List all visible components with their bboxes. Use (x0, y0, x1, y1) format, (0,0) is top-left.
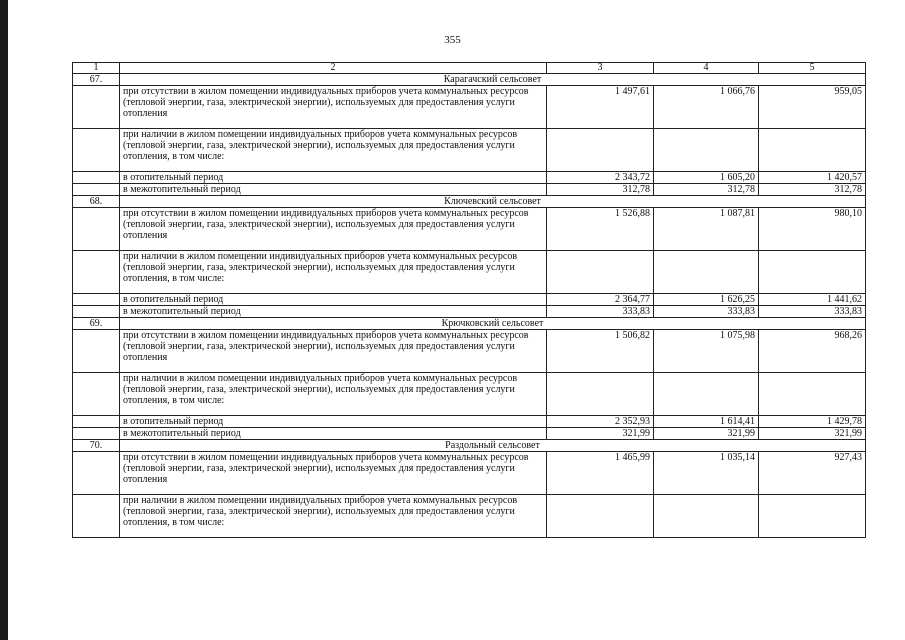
value-cell-3: 2 352,93 (547, 416, 654, 428)
value-cell-5: 1 429,78 (759, 416, 866, 428)
value-cell-4: 312,78 (654, 184, 759, 196)
number-cell (73, 172, 120, 184)
value-cell-3: 321,99 (547, 428, 654, 440)
value-cell-3: 2 343,72 (547, 172, 654, 184)
section-title: Крючковский сельсовет (120, 318, 866, 330)
section-title: Раздольный сельсовет (120, 440, 866, 452)
number-cell (73, 373, 120, 416)
section-title: Карагачский сельсовет (120, 74, 866, 86)
value-cell-4: 1 035,14 (654, 452, 759, 495)
table-row (73, 184, 866, 196)
description-cell: при отсутствии в жилом помещении индивидуальных приборов учета коммунальных ресурсов (тепловой энергии, газа, электрической энергии), используемых для предоставления услуги отопления (120, 208, 547, 251)
value-cell-4: 333,83 (654, 306, 759, 318)
table-row (73, 129, 866, 172)
table-row (73, 208, 866, 251)
number-cell (73, 294, 120, 306)
value-cell-3: 1 465,99 (547, 452, 654, 495)
value-cell-4: 1 087,81 (654, 208, 759, 251)
number-cell (73, 452, 120, 495)
scan-edge-bar (0, 0, 8, 640)
value-cell-3: 1 526,88 (547, 208, 654, 251)
section-number: 69. (73, 318, 120, 330)
value-cell-5: 1 420,57 (759, 172, 866, 184)
number-cell (73, 184, 120, 196)
value-cell-3 (547, 373, 654, 416)
value-cell-4: 1 075,98 (654, 330, 759, 373)
value-cell-3 (547, 129, 654, 172)
value-cell-5: 312,78 (759, 184, 866, 196)
value-cell-4: 1 626,25 (654, 294, 759, 306)
number-cell (73, 129, 120, 172)
section-row (73, 318, 866, 330)
number-cell (73, 495, 120, 538)
value-cell-4: 1 605,20 (654, 172, 759, 184)
value-cell-5: 968,26 (759, 330, 866, 373)
table-row (73, 495, 866, 538)
section-number: 68. (73, 196, 120, 208)
description-cell: в отопительный период (120, 294, 547, 306)
value-cell-5: 321,99 (759, 428, 866, 440)
value-cell-5: 959,05 (759, 86, 866, 129)
value-cell-4: 1 614,41 (654, 416, 759, 428)
value-cell-4 (654, 129, 759, 172)
value-cell-3: 1 506,82 (547, 330, 654, 373)
table-row (73, 86, 866, 129)
description-cell: в отопительный период (120, 416, 547, 428)
table-row (73, 251, 866, 294)
value-cell-5 (759, 251, 866, 294)
description-cell: при наличии в жилом помещении индивидуальных приборов учета коммунальных ресурсов (тепловой энергии, газа, электрической энергии), используемых для предоставления услуги отопления, в том числе: (120, 251, 547, 294)
value-cell-5 (759, 373, 866, 416)
table-row (73, 306, 866, 318)
description-cell: при наличии в жилом помещении индивидуальных приборов учета коммунальных ресурсов (тепловой энергии, газа, электрической энергии), используемых для предоставления услуги отопления, в том числе: (120, 373, 547, 416)
value-cell-3: 1 497,61 (547, 86, 654, 129)
value-cell-4 (654, 251, 759, 294)
value-cell-5: 1 441,62 (759, 294, 866, 306)
value-cell-3: 333,83 (547, 306, 654, 318)
value-cell-4 (654, 373, 759, 416)
number-cell (73, 251, 120, 294)
section-row (73, 440, 866, 452)
description-cell: в отопительный период (120, 172, 547, 184)
value-cell-4 (654, 495, 759, 538)
table-row (73, 330, 866, 373)
value-cell-4: 321,99 (654, 428, 759, 440)
column-header-4: 4 (654, 63, 759, 74)
table-row (73, 373, 866, 416)
description-cell: при наличии в жилом помещении индивидуальных приборов учета коммунальных ресурсов (тепловой энергии, газа, электрической энергии), используемых для предоставления услуги отопления, в том числе: (120, 129, 547, 172)
table-row (73, 428, 866, 440)
value-cell-5: 927,43 (759, 452, 866, 495)
number-cell (73, 86, 120, 129)
section-row (73, 74, 866, 86)
table-row (73, 416, 866, 428)
value-cell-5 (759, 129, 866, 172)
value-cell-3 (547, 495, 654, 538)
value-cell-3: 2 364,77 (547, 294, 654, 306)
column-header-5: 5 (759, 63, 866, 74)
column-header-1: 1 (73, 63, 120, 74)
tariff-table-body (73, 63, 866, 538)
value-cell-5: 333,83 (759, 306, 866, 318)
table-row (73, 452, 866, 495)
number-cell (73, 208, 120, 251)
table-row (73, 172, 866, 184)
page-number: 355 (444, 34, 461, 46)
description-cell: в межотопительный период (120, 184, 547, 196)
tariff-table (72, 62, 866, 538)
number-cell (73, 428, 120, 440)
column-header-3: 3 (547, 63, 654, 74)
description-cell: при отсутствии в жилом помещении индивидуальных приборов учета коммунальных ресурсов (тепловой энергии, газа, электрической энергии), используемых для предоставления услуги отопления (120, 330, 547, 373)
value-cell-5: 980,10 (759, 208, 866, 251)
description-cell: в межотопительный период (120, 306, 547, 318)
description-cell: в межотопительный период (120, 428, 547, 440)
value-cell-3: 312,78 (547, 184, 654, 196)
column-header-row (73, 63, 866, 74)
description-cell: при отсутствии в жилом помещении индивидуальных приборов учета коммунальных ресурсов (тепловой энергии, газа, электрической энергии), используемых для предоставления услуги отопления (120, 86, 547, 129)
section-row (73, 196, 866, 208)
number-cell (73, 306, 120, 318)
table-row (73, 294, 866, 306)
description-cell: при наличии в жилом помещении индивидуальных приборов учета коммунальных ресурсов (тепловой энергии, газа, электрической энергии), используемых для предоставления услуги отопления, в том числе: (120, 495, 547, 538)
number-cell (73, 330, 120, 373)
section-number: 67. (73, 74, 120, 86)
column-header-2: 2 (120, 63, 547, 74)
value-cell-4: 1 066,76 (654, 86, 759, 129)
section-title: Ключевский сельсовет (120, 196, 866, 208)
section-number: 70. (73, 440, 120, 452)
number-cell (73, 416, 120, 428)
description-cell: при отсутствии в жилом помещении индивидуальных приборов учета коммунальных ресурсов (тепловой энергии, газа, электрической энергии), используемых для предоставления услуги отопления (120, 452, 547, 495)
value-cell-5 (759, 495, 866, 538)
value-cell-3 (547, 251, 654, 294)
